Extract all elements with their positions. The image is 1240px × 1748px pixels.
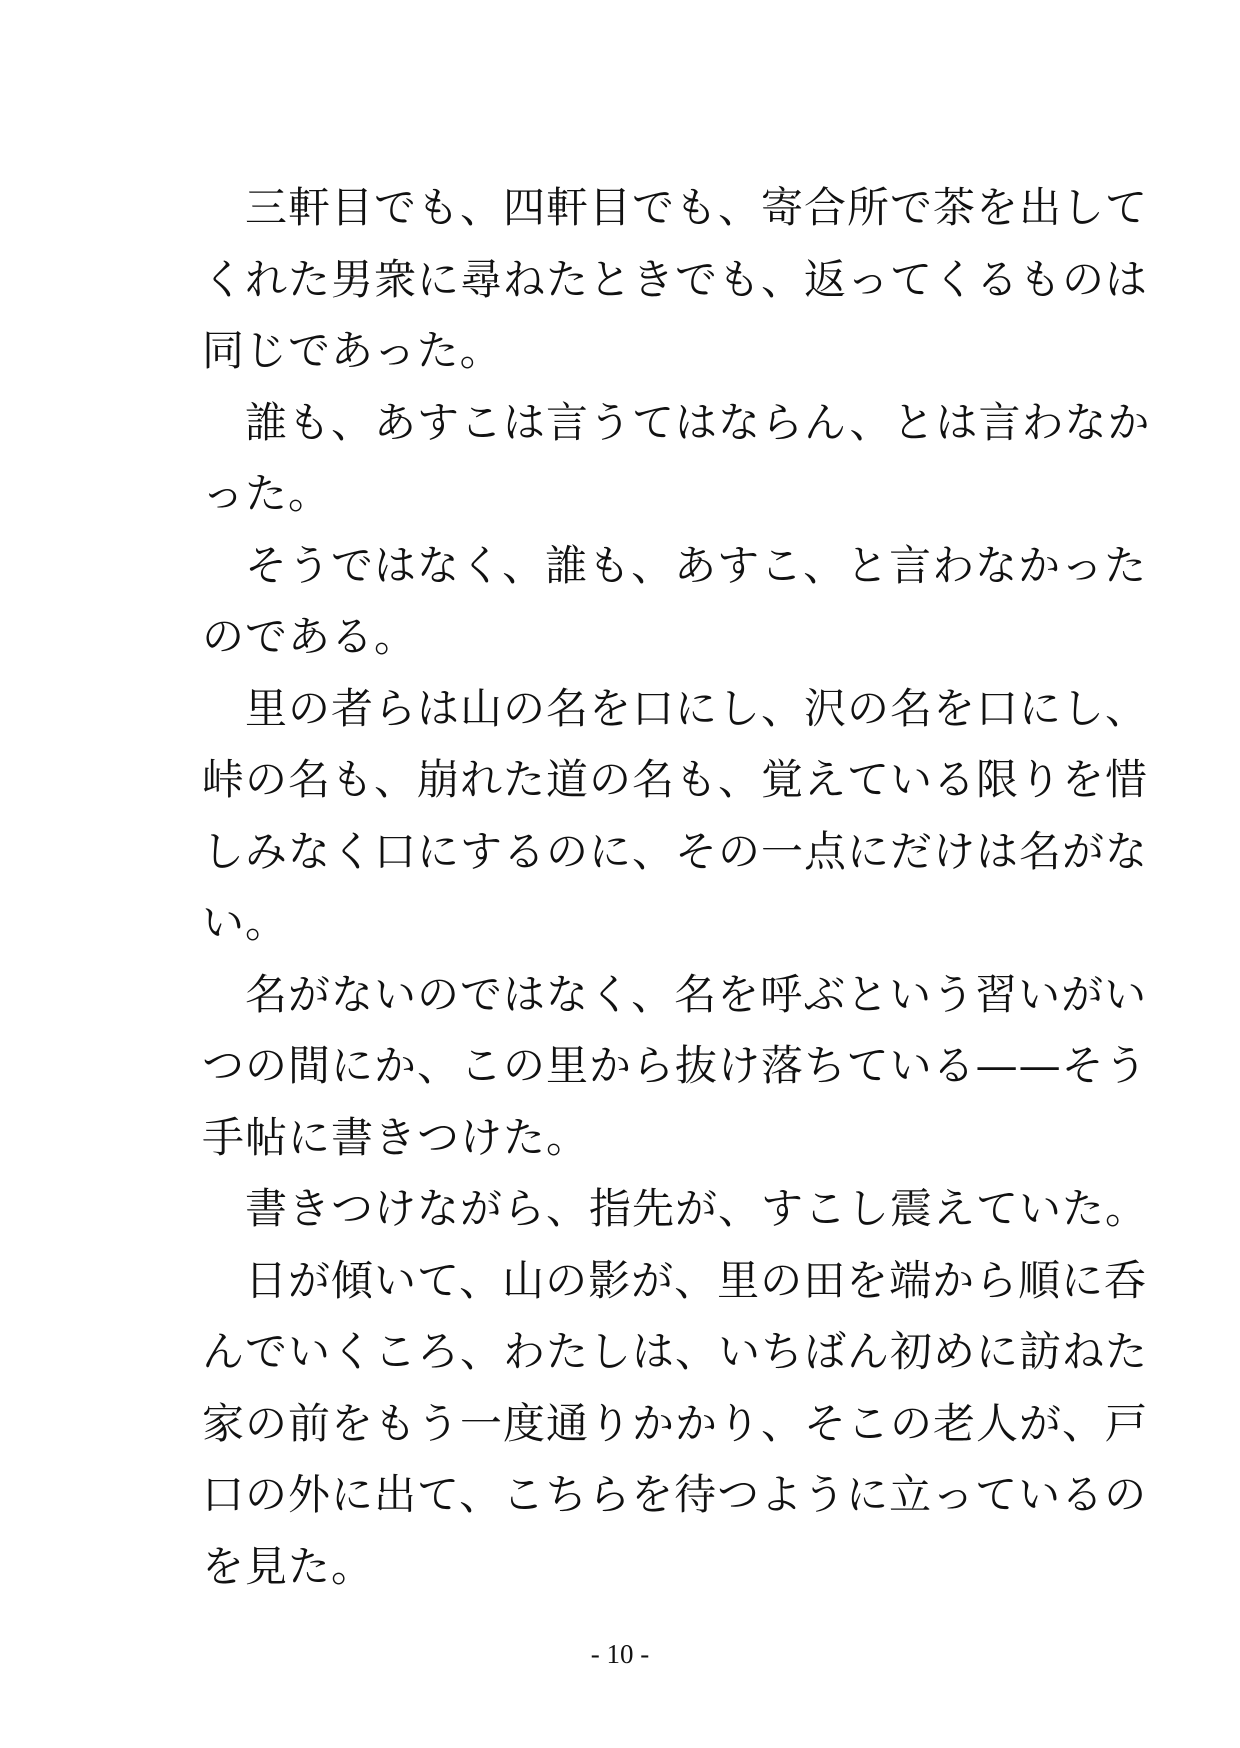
text-line: のである。 xyxy=(202,612,418,661)
text-line: 家の前をもう一度通りかかり、そこの老人が、戸 xyxy=(202,1398,1149,1448)
text-line: 同じであった。 xyxy=(202,326,503,375)
body-text xyxy=(202,172,1151,1602)
text-line: 日が傾いて、山の影が、里の田を端から順に呑 xyxy=(202,1255,1148,1305)
text-line: 誰も、あすこは言うてはならん、とは言わなか xyxy=(202,397,1151,447)
text-line: くれた男衆に尋ねたときでも、返ってくるものは xyxy=(202,254,1149,304)
text-line: 里の者らは山の名を口にし、沢の名を口にし、 xyxy=(202,683,1149,733)
page-number: - 10 - xyxy=(590,1639,650,1669)
text-line: い。 xyxy=(202,898,289,947)
text-line: った。 xyxy=(202,469,332,518)
text-line: 手帖に書きつけた。 xyxy=(202,1112,590,1162)
text-line: んでいくころ、わたしは、いちばん初めに訪ねた xyxy=(202,1327,1149,1376)
text-line: を見た。 xyxy=(202,1541,375,1591)
text-line: そうではなく、誰も、あすこ、と言わなかった xyxy=(202,540,1148,590)
text-line: 名がないのではなく、名を呼ぶという習いがい xyxy=(202,969,1148,1019)
text-line: しみなく口にするのに、その一点にだけは名がな xyxy=(202,826,1149,876)
text-line: つの間にか、この里から抜け落ちている——そう xyxy=(202,1041,1148,1090)
text-line: 口の外に出て、こちらを待つように立っているの xyxy=(202,1470,1148,1519)
text-line: 書きつけながら、指先が、すこし震えていた。 xyxy=(202,1184,1149,1233)
text-line: 峠の名も、崩れた道の名も、覚えている限りを惜 xyxy=(202,755,1149,804)
text-line: 三軒目でも、四軒目でも、寄合所で茶を出して xyxy=(202,183,1149,232)
